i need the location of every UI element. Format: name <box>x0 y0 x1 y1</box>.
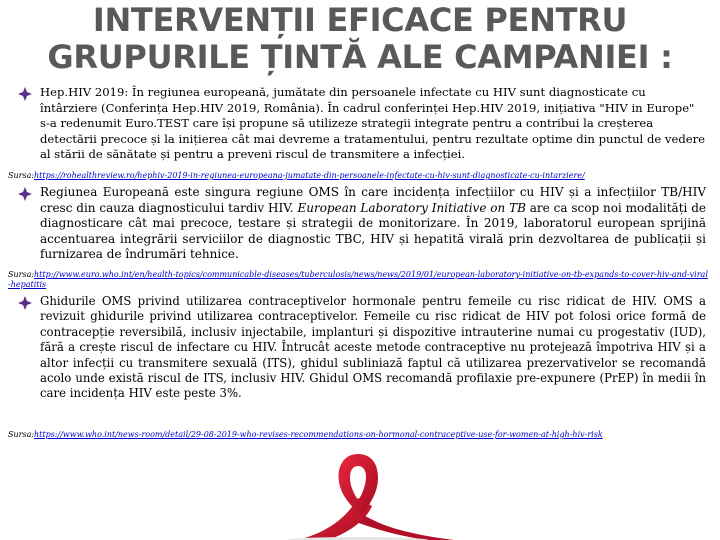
bullet-2 <box>14 185 706 263</box>
bullet-2-block <box>14 185 706 263</box>
bullet-2-text-italic: European Laboratory Initiative on TB <box>297 200 526 215</box>
bullet-1 <box>14 85 706 163</box>
bullet-2-text-end: are ca scop noi modalități de diagnosticare cât mai precoce, testare și strategii de monitorizare. În 2019, laboratorul european sprijină accentuarea integrării serviciilor de diagnostic TBC, HIV și hepatită virală prin dezvoltarea de publicații și furnizarea de îndrumări tehnice. <box>40 200 707 262</box>
title-line-2: GRUPURILE ȚINTĂ ALE CAMPANIEI : <box>47 38 673 76</box>
red-awareness-ribbon-icon <box>258 448 458 540</box>
diamond-bullet-icon <box>18 87 32 101</box>
bullet-2-source-label: Sursa: <box>8 270 35 279</box>
bullet-1-source <box>8 171 716 181</box>
bullet-1-text: Hep.HIV 2019: În regiunea europeană, jumătate din persoanele infectate cu HIV sunt diagnosticate cu întârziere (Conferința Hep.HIV 2019, România). În cadrul conferinței Hep.HIV 2019, inițiativa "HIV in Europe" s-a redenumit Euro.TEST care își propune să utilizeze strategii integrate pentru a contribui la creșterea detectării precoce și la inițierea cât mai devreme a tratamentului, pentru rezultate optime din punctul de vedere al stării de sănătate și pentru a preveni riscul de transmitere a infecției. <box>40 85 706 162</box>
bullet-3-text: Ghidurile OMS privind utilizarea contraceptivelor hormonale pentru femeile cu risc ridicat de HIV. OMS a revizuit ghidurile privind utilizarea contraceptivelor. Femeile cu risc ridicat de HIV pot folosi orice formă de contracepție reversibilă, inclusiv injectabile, implanturi și dispozitive intrauterine numai cu progestativ (IUD), fără a crește riscul de infectare cu HIV. Întrucât aceste metode contraceptive nu protejează împotriva HIV și a altor infecții cu transmitere sexuală (ITS), ghidul subliniază faptul că utilizarea prezervativelor se recomandă acolo unde există riscul de ITS, inclusiv HIV. Ghidul OMS recomandă profilaxie pre-expunere (PrEP) în medii în care incidența HIV este peste 3%. <box>40 294 706 401</box>
diamond-bullet-icon <box>18 187 32 201</box>
bullet-2-source <box>8 270 708 289</box>
bullet-3-block <box>14 294 706 402</box>
bullet-3-source <box>8 430 716 440</box>
bullet-1-block <box>14 85 706 163</box>
bullet-2-source-link[interactable]: http://www.euro.who.int/en/health-topics/communicable-diseases/tuberculosis/news/news/2019/01/european-laboratory-initiative-on-tb-expands-to-cover-hiv-and-viral-hepatitis <box>8 270 708 289</box>
bullet-1-source-label: Sursa: <box>8 171 35 180</box>
title-line-1: INTERVENȚII EFICACE PENTRU <box>92 1 628 39</box>
bullet-2-text-start: Regiunea Europeană este singura regiune OMS în care incidența infecțiilor cu HIV și a infecțiilor TB/HIV cresc din cauza diagnosticului tardiv HIV. <box>40 185 706 215</box>
bullet-2-text <box>40 185 706 263</box>
bullet-3-source-link[interactable]: https://www.who.int/news-room/detail/29-08-2019-who-revises-recommendations-on-hormonal-contraceptive-use-for-women-at-high-hiv-risk <box>34 430 603 439</box>
diamond-bullet-icon <box>18 296 32 310</box>
bullet-1-source-link[interactable]: https://rohealthreview.ro/hephiv-2019-in-regiunea-europeana-jumatate-din-persoanele-infectate-cu-hiv-sunt-diagnosticate-cu-intarziere/ <box>34 171 585 180</box>
bullet-3 <box>14 294 706 402</box>
bullet-3-source-label: Sursa: <box>8 430 35 439</box>
page-title <box>0 2 720 76</box>
